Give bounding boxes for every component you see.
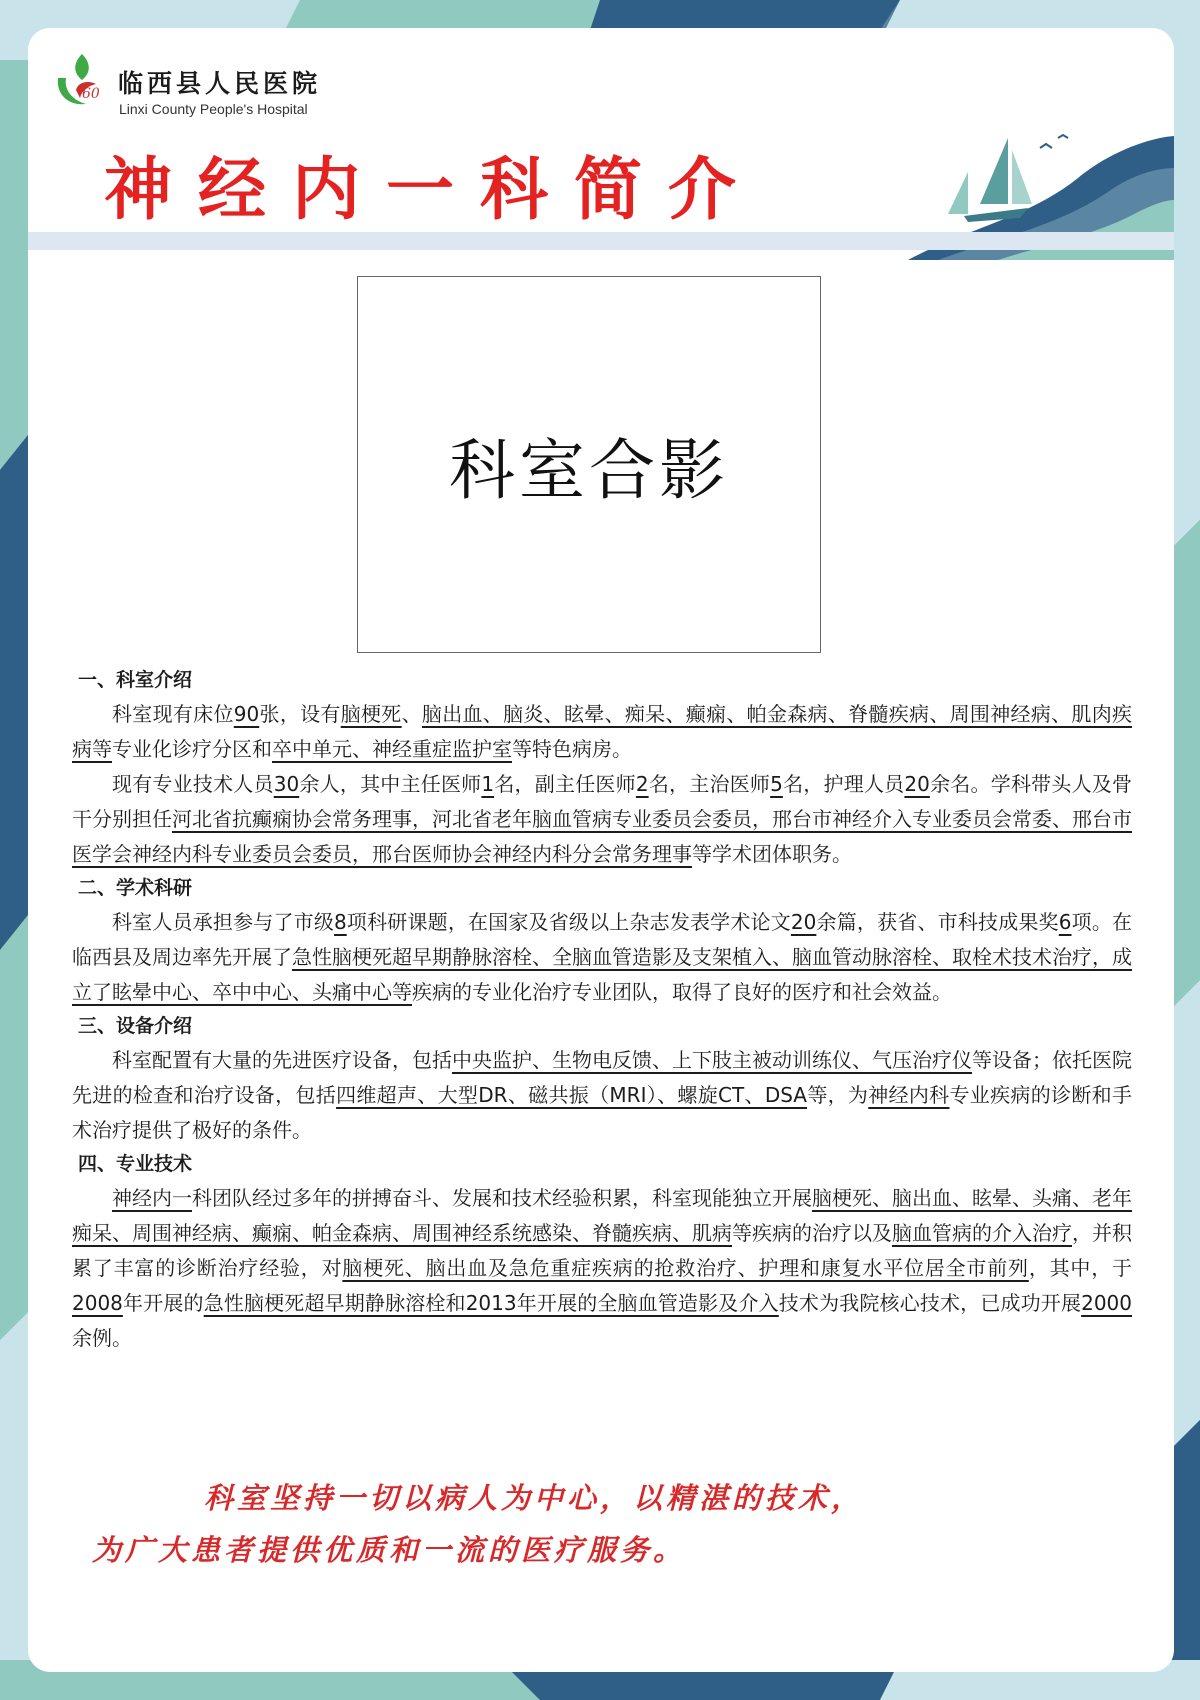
paragraph-text: 科室配置有大量的先进医疗设备，包括 bbox=[112, 1048, 452, 1072]
paragraph-text: 名，副主任医师 bbox=[494, 772, 636, 796]
paragraph-text: 科团队经过多年的拼搏奋斗、发展和技术经验积累，科室现能独立开展 bbox=[192, 1186, 812, 1210]
underlined-text: 1 bbox=[481, 772, 495, 796]
underlined-text: 6 bbox=[1058, 910, 1072, 934]
photo-placeholder-label: 科室合影 bbox=[449, 432, 729, 509]
underlined-text: 30 bbox=[273, 772, 300, 796]
paragraph-text: 余名。学科带头人及骨干分别担任 bbox=[72, 772, 1133, 831]
paragraph-text: 科室现有床位 bbox=[112, 702, 234, 726]
underlined-text: 2 bbox=[635, 772, 649, 796]
paragraph-text: 等学术团体职务。 bbox=[692, 842, 852, 866]
underlined-text: 20 bbox=[904, 772, 930, 796]
intro-body bbox=[72, 664, 1132, 1356]
paragraph-text: 专业疾病的诊断和手术治疗提供了极好的条件。 bbox=[72, 1083, 1132, 1142]
underlined-text: 脑梗死、脑出血及急危重症疾病的抢救治疗、护理和康复水平位居全市前列 bbox=[342, 1256, 1029, 1280]
section-paragraph bbox=[72, 1181, 1132, 1356]
underlined-text: 河北省抗癫痫协会常务理事，河北省老年脑血管病专业委员会委员，邢台市神经介入专业委员会常委、邢台市医学会神经内科专业委员会委员，邢台医师协会神经内科分会常务理事 bbox=[72, 807, 1132, 866]
paragraph-text: 项科研课题，在国家及省级以上杂志发表学术论文 bbox=[346, 910, 791, 934]
underlined-text: 神经内一 bbox=[112, 1186, 192, 1210]
section-heading: 二、学术科研 bbox=[78, 877, 193, 899]
section-heading: 四、专业技术 bbox=[78, 1153, 193, 1175]
slogan-line-1: 科室坚持一切以病人为中心，以精湛的技术， bbox=[204, 1481, 865, 1515]
underlined-text: 急性脑梗死超早期静脉溶栓和2013年开展的全脑血管造影及介入 bbox=[203, 1291, 779, 1315]
paragraph-text: 等特色病房。 bbox=[512, 737, 632, 761]
section-heading: 三、设备介绍 bbox=[78, 1015, 193, 1037]
paragraph-text: ，其中，于 bbox=[1028, 1256, 1133, 1280]
underlined-text: 、脑炎、眩晕、痴呆、癫痫、帕金森病、脊髓疾病、周围神经病、肌肉疾病等 bbox=[72, 702, 1132, 761]
paragraph-text: 名，护理人员 bbox=[782, 772, 905, 796]
poster-card bbox=[28, 28, 1174, 1672]
paragraph-text: 项。在临西县及周边率先开展了 bbox=[72, 910, 1133, 969]
slogan-line-2: 为广大患者提供优质和一流的医疗服务。 bbox=[92, 1533, 687, 1567]
paragraph-text: 技术为我院核心技术，已成功开展 bbox=[778, 1291, 1082, 1315]
paragraph-text: 等疾病的治疗以及 bbox=[732, 1221, 892, 1245]
section-paragraph bbox=[72, 905, 1132, 1010]
paragraph-text: 年开展的 bbox=[122, 1291, 204, 1315]
underlined-text: 神经内科 bbox=[868, 1083, 950, 1107]
paragraph-text: 余人，其中主任医师 bbox=[299, 772, 482, 796]
underlined-text: 四维超声、大型DR、磁共振（MRI）、螺旋CT、DSA bbox=[336, 1083, 807, 1107]
paragraph-text: ，并积累了丰富的诊断治疗经验，对 bbox=[72, 1221, 1132, 1280]
header-divider-band bbox=[28, 232, 1174, 250]
underlined-text: 急性脑梗死超早期静脉溶栓、全脑血管造影及支架植入、脑血管动脉溶栓、取栓术技术治疗，成立了眩晕中心、卒中中心、头痛中心等 bbox=[72, 945, 1132, 1004]
hospital-name-cn: 临西县人民医院 bbox=[118, 69, 322, 98]
underlined-text: 脑血管病的介入治疗 bbox=[892, 1221, 1072, 1245]
paragraph-text: 专业化诊疗分区和 bbox=[112, 737, 272, 761]
section-paragraph bbox=[72, 1043, 1132, 1148]
team-photo-placeholder bbox=[357, 276, 821, 653]
svg-text:60: 60 bbox=[82, 86, 100, 102]
paragraph-text: 张，设有 bbox=[259, 702, 341, 726]
underlined-text: 8 bbox=[334, 910, 347, 934]
paragraph-text: 等设备；依托医院先进的检查和治疗设备，包括 bbox=[72, 1048, 1132, 1107]
section-paragraph bbox=[72, 697, 1132, 767]
paragraph-text: 名，主治医师 bbox=[648, 772, 771, 796]
page-title: 神经内一科简介 bbox=[104, 151, 763, 230]
paragraph-text: 现有专业技术人员 bbox=[112, 772, 274, 796]
underlined-text: 2000 bbox=[1081, 1291, 1133, 1315]
underlined-text: 20 bbox=[790, 910, 817, 934]
section-paragraph bbox=[72, 767, 1132, 872]
underlined-text: 脑梗死、脑出血、眩晕、头痛、老年痴呆、周围神经病、癫痫、帕金森病、周围神经系统感染、脊髓疾病、肌病 bbox=[72, 1186, 1132, 1245]
underlined-text: 2008 bbox=[72, 1291, 123, 1315]
underlined-text: 90 bbox=[233, 702, 260, 726]
paragraph-text: 科室人员承担参与了市级 bbox=[112, 910, 334, 934]
underlined-text: 脑出血 bbox=[421, 702, 483, 726]
paragraph-text: 余篇，获省、市科技成果奖 bbox=[816, 910, 1059, 934]
paragraph-text: 余例。 bbox=[72, 1326, 132, 1350]
hospital-name-en: Linxi County People's Hospital bbox=[119, 101, 308, 117]
underlined-text: 中央监护、生物电反馈、上下肢主被动训练仪、气压治疗仪 bbox=[452, 1048, 972, 1072]
underlined-text: 5 bbox=[770, 772, 783, 796]
paragraph-text: 、 bbox=[401, 702, 422, 726]
underlined-text: 脑梗死 bbox=[340, 702, 402, 726]
section-heading: 一、科室介绍 bbox=[78, 669, 193, 691]
hospital-logo-icon bbox=[52, 50, 112, 114]
paragraph-text: 疾病的专业化治疗专业团队，取得了良好的医疗和社会效益。 bbox=[412, 980, 952, 1004]
paragraph-text: 等，为 bbox=[807, 1083, 869, 1107]
underlined-text: 卒中单元、神经重症监护室 bbox=[272, 737, 512, 761]
